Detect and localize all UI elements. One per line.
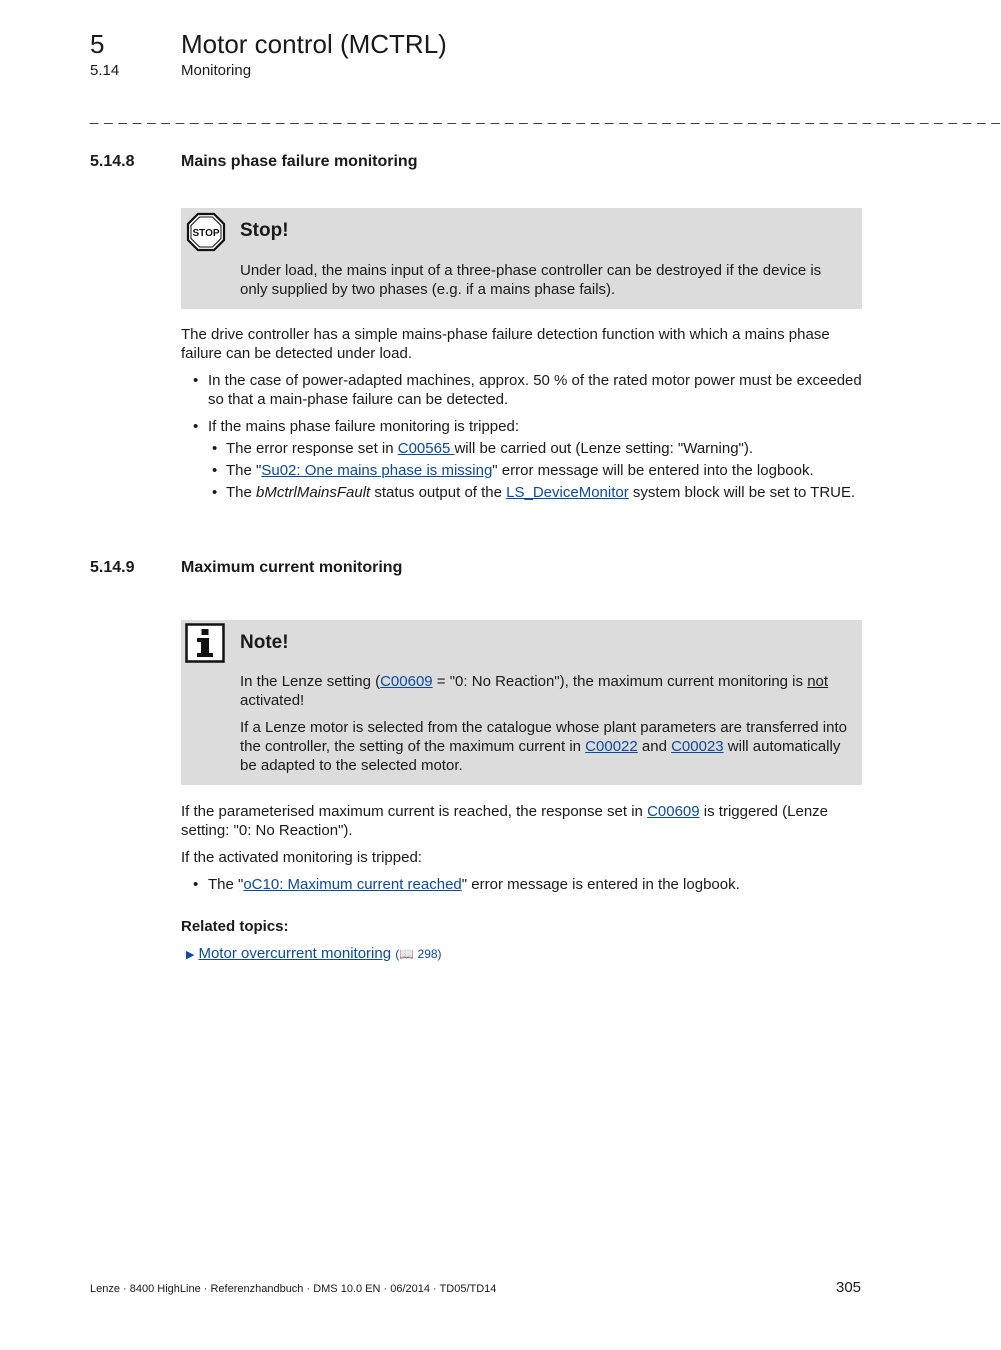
arrow-right-icon: ▶ <box>186 949 195 961</box>
subsection-title-mains-phase: Mains phase failure monitoring <box>181 153 418 170</box>
max-current-para: If the parameterised maximum current is reached, the response set in C00609 is triggered (Lenze setting: "0: No Reaction"). <box>181 803 829 839</box>
page-number: 305 <box>836 1279 862 1296</box>
link-motor-overcurrent[interactable]: Motor overcurrent monitoring <box>198 945 392 962</box>
mains-phase-intro: The drive controller has a simple mains-phase failure detection function with which a mains phase failure can be detected under load. <box>181 326 830 362</box>
book-icon: 📖 <box>399 947 415 961</box>
note-box <box>181 620 862 785</box>
signal-name: bMctrlMainsFault <box>256 484 371 501</box>
info-icon <box>185 623 225 667</box>
emphasis-not: not <box>807 673 829 690</box>
link-c00565[interactable]: C00565 <box>397 440 455 457</box>
subsection-number-5-14-9: 5.14.9 <box>90 559 135 576</box>
related-topic-item[interactable] <box>186 945 442 962</box>
note-paragraph: In the Lenze setting (C00609 = "0: No Reaction"), the maximum current monitoring is not activated! <box>240 673 829 709</box>
list-item: • The bMctrlMainsFault status output of the LS_DeviceMonitor system block will be set to TRUE. <box>208 483 863 502</box>
chapter-number: 5 <box>90 29 105 59</box>
link-c00609[interactable]: C00609 <box>647 803 700 820</box>
list-item: • The "Su02: One mains phase is missing" error message will be entered into the logbook. <box>208 461 863 480</box>
max-current-tripped: If the activated monitoring is tripped: <box>181 849 422 866</box>
list-item: • The "oC10: Maximum current reached" error message is entered in the logbook. <box>181 875 863 894</box>
footer-text: Lenze · 8400 HighLine · Referenzhandbuch · DMS 10.0 EN · 06/2014 · TD05/TD14 <box>90 1283 497 1295</box>
chapter-title: Motor control (MCTRL) <box>181 29 447 59</box>
page-reference[interactable]: (📖 298) <box>395 947 442 961</box>
max-current-content <box>181 802 863 894</box>
link-su02[interactable]: Su02: One mains phase is missing <box>261 462 493 479</box>
stop-text: Under load, the mains input of a three-phase controller can be destroyed if the device is only supplied by two phases (e.g. if a mains phase fails). <box>240 262 822 298</box>
link-c00023[interactable]: C00023 <box>671 738 724 755</box>
note-paragraph: If a Lenze motor is selected from the catalogue whose plant parameters are transferred into the controller, the setting of the maximum current in C00022 and C00023 will automatically be adapted to the selected motor. <box>240 719 847 774</box>
header-separator: _ _ _ _ _ _ _ _ _ _ _ _ _ _ _ _ _ _ _ _ _ _ _ _ _ _ _ _ _ _ _ _ _ _ _ _ _ _ _ _ _ _ _ _ _ _ _ _ _ _ _ _ _ _ _ _ _ _ _ _ _ _ _ _ <box>90 108 1001 125</box>
svg-text:STOP: STOP <box>192 228 220 239</box>
stop-box <box>181 208 862 309</box>
mains-phase-content <box>181 325 863 505</box>
related-topics-heading: Related topics: <box>181 918 289 935</box>
list-item: • If the mains phase failure monitoring is tripped: • The error response set in C00565 will be carried out (Lenze setting: "Warning"). • The "Su02: One mains phase is missing" error message will be entered into the logbook. • The bMctrlMainsFault status output of the LS_DeviceMonitor system block will be set to TRUE. <box>181 417 863 502</box>
section-number: 5.14 <box>90 62 120 79</box>
link-ls-devicemonitor[interactable]: LS_DeviceMonitor <box>506 484 629 501</box>
stop-sign-icon <box>186 212 226 256</box>
stop-heading: Stop! <box>240 220 289 241</box>
note-text <box>240 672 850 783</box>
subsection-title-max-current: Maximum current monitoring <box>181 559 403 576</box>
subsection-number-5-14-8: 5.14.8 <box>90 153 135 170</box>
link-oc10[interactable]: oC10: Maximum current reached <box>243 876 462 893</box>
link-c00609[interactable]: C00609 <box>380 673 433 690</box>
link-c00022[interactable]: C00022 <box>585 738 638 755</box>
note-heading: Note! <box>240 632 289 653</box>
section-title: Monitoring <box>181 62 252 79</box>
list-item: • In the case of power-adapted machines, approx. 50 % of the rated motor power must be exceeded so that a main-phase failure can be detected. <box>181 371 863 409</box>
list-item: • The error response set in C00565 will be carried out (Lenze setting: "Warning"). <box>208 439 863 458</box>
